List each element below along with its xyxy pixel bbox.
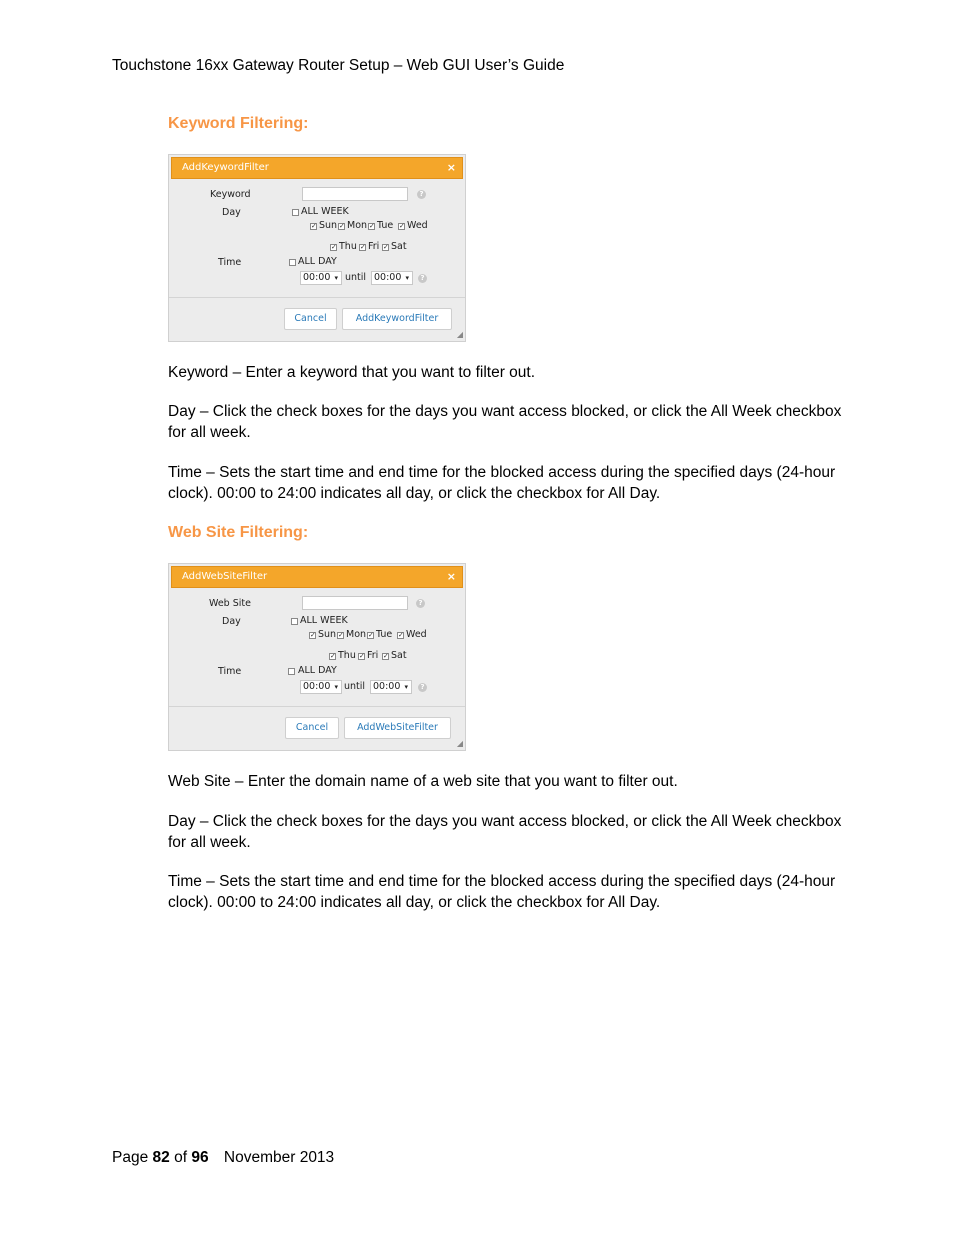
paragraph: Day – Click the check boxes for the days you want access blocked, or click the All Week checkbox for all week. [168, 813, 842, 851]
tue-label: Tue [376, 629, 393, 640]
fri-label: Fri [368, 241, 380, 252]
all-day-checkbox[interactable] [289, 259, 296, 266]
sat-checkbox[interactable] [382, 244, 389, 251]
fri-checkbox[interactable] [358, 653, 365, 660]
sun-label: Sun [318, 629, 337, 640]
end-time-select[interactable] [370, 680, 412, 694]
sat-label: Sat [391, 241, 407, 252]
web-site-label: Web Site [209, 598, 251, 609]
mon-checkbox[interactable] [338, 223, 345, 230]
wed-label: Wed [407, 220, 428, 231]
help-icon[interactable]: ? [418, 274, 427, 283]
sat-label: Sat [391, 650, 407, 661]
web-site-input[interactable] [302, 596, 408, 610]
dialog-divider [169, 297, 465, 298]
dialog-title-bar [171, 157, 463, 179]
fri-checkbox[interactable] [359, 244, 366, 251]
thu-checkbox[interactable] [330, 244, 337, 251]
day-label: Day [222, 616, 241, 627]
day-label: Day [222, 207, 241, 218]
paragraph: Keyword – Enter a keyword that you want to filter out. [168, 364, 536, 381]
sun-checkbox[interactable] [309, 632, 316, 639]
paragraph: Web Site – Enter the domain name of a web site that you want to filter out. [168, 773, 678, 790]
chevron-down-icon: ▾ [334, 683, 338, 691]
end-time-value: 00:00 [374, 272, 402, 283]
page-number: 82 [152, 1149, 170, 1166]
add-keyword-filter-dialog [168, 154, 466, 342]
resize-grip-icon[interactable]: ◢ [456, 330, 463, 339]
help-icon[interactable]: ? [417, 190, 426, 199]
section-heading-web-site-filtering: Web Site Filtering: [168, 524, 309, 541]
all-week-label: ALL WEEK [301, 206, 349, 217]
close-icon[interactable]: × [446, 161, 456, 174]
chevron-down-icon: ▾ [334, 274, 338, 282]
keyword-input[interactable] [302, 187, 408, 201]
page-total: 96 [191, 1149, 209, 1166]
dialog-title-bar [171, 566, 463, 588]
thu-label: Thu [339, 241, 357, 252]
section-heading-keyword-filtering: Keyword Filtering: [168, 115, 309, 132]
time-label: Time [218, 257, 242, 268]
start-time-select[interactable] [300, 271, 342, 285]
start-time-value: 00:00 [303, 272, 331, 283]
dialog-title: AddKeywordFilter [182, 162, 269, 173]
all-week-checkbox[interactable] [292, 209, 299, 216]
cancel-button[interactable]: Cancel [285, 717, 339, 739]
add-web-site-filter-dialog [168, 563, 466, 751]
paragraph: Time – Sets the start time and end time for the blocked access during the specified days (24-hour clock). 00:00 to 24:00 indicates all day, or click the checkbox for All Day. [168, 873, 836, 911]
fri-label: Fri [367, 650, 379, 661]
close-icon[interactable]: × [446, 570, 456, 583]
add-keyword-filter-button[interactable]: AddKeywordFilter [342, 308, 452, 330]
thu-label: Thu [338, 650, 356, 661]
wed-checkbox[interactable] [398, 223, 405, 230]
help-icon[interactable]: ? [418, 683, 427, 692]
chevron-down-icon: ▾ [404, 683, 408, 691]
mon-checkbox[interactable] [337, 632, 344, 639]
wed-checkbox[interactable] [397, 632, 404, 639]
add-web-site-filter-button[interactable]: AddWebSiteFilter [344, 717, 451, 739]
document-header: Touchstone 16xx Gateway Router Setup – Web GUI User’s Guide [112, 57, 565, 74]
wed-label: Wed [406, 629, 427, 640]
resize-grip-icon[interactable]: ◢ [456, 739, 463, 748]
thu-checkbox[interactable] [329, 653, 336, 660]
end-time-value: 00:00 [373, 681, 401, 692]
all-day-label: ALL DAY [298, 256, 337, 267]
dialog-title: AddWebSiteFilter [182, 571, 268, 582]
until-label: until [344, 681, 366, 692]
chevron-down-icon: ▾ [405, 274, 409, 282]
page-footer [112, 1149, 334, 1167]
dialog-divider [169, 706, 465, 707]
tue-checkbox[interactable] [368, 223, 375, 230]
page-prefix: Page [112, 1149, 149, 1166]
all-day-checkbox[interactable] [288, 668, 295, 675]
all-week-label: ALL WEEK [300, 615, 348, 626]
footer-date: November 2013 [223, 1149, 335, 1166]
all-day-label: ALL DAY [298, 665, 337, 676]
all-week-checkbox[interactable] [291, 618, 298, 625]
page-of: of [174, 1149, 188, 1166]
sat-checkbox[interactable] [382, 653, 389, 660]
sun-label: Sun [319, 220, 338, 231]
paragraph: Time – Sets the start time and end time for the blocked access during the specified days (24-hour clock). 00:00 to 24:00 indicates all day, or click the checkbox for All Day. [168, 464, 836, 502]
keyword-label: Keyword [210, 189, 251, 200]
sun-checkbox[interactable] [310, 223, 317, 230]
start-time-select[interactable] [300, 680, 342, 694]
start-time-value: 00:00 [303, 681, 331, 692]
tue-label: Tue [377, 220, 394, 231]
mon-label: Mon [346, 629, 367, 640]
until-label: until [345, 272, 367, 283]
help-icon[interactable]: ? [416, 599, 425, 608]
paragraph: Day – Click the check boxes for the days you want access blocked, or click the All Week checkbox for all week. [168, 403, 842, 441]
mon-label: Mon [347, 220, 368, 231]
time-label: Time [218, 666, 242, 677]
end-time-select[interactable] [371, 271, 413, 285]
cancel-button[interactable]: Cancel [284, 308, 337, 330]
tue-checkbox[interactable] [367, 632, 374, 639]
